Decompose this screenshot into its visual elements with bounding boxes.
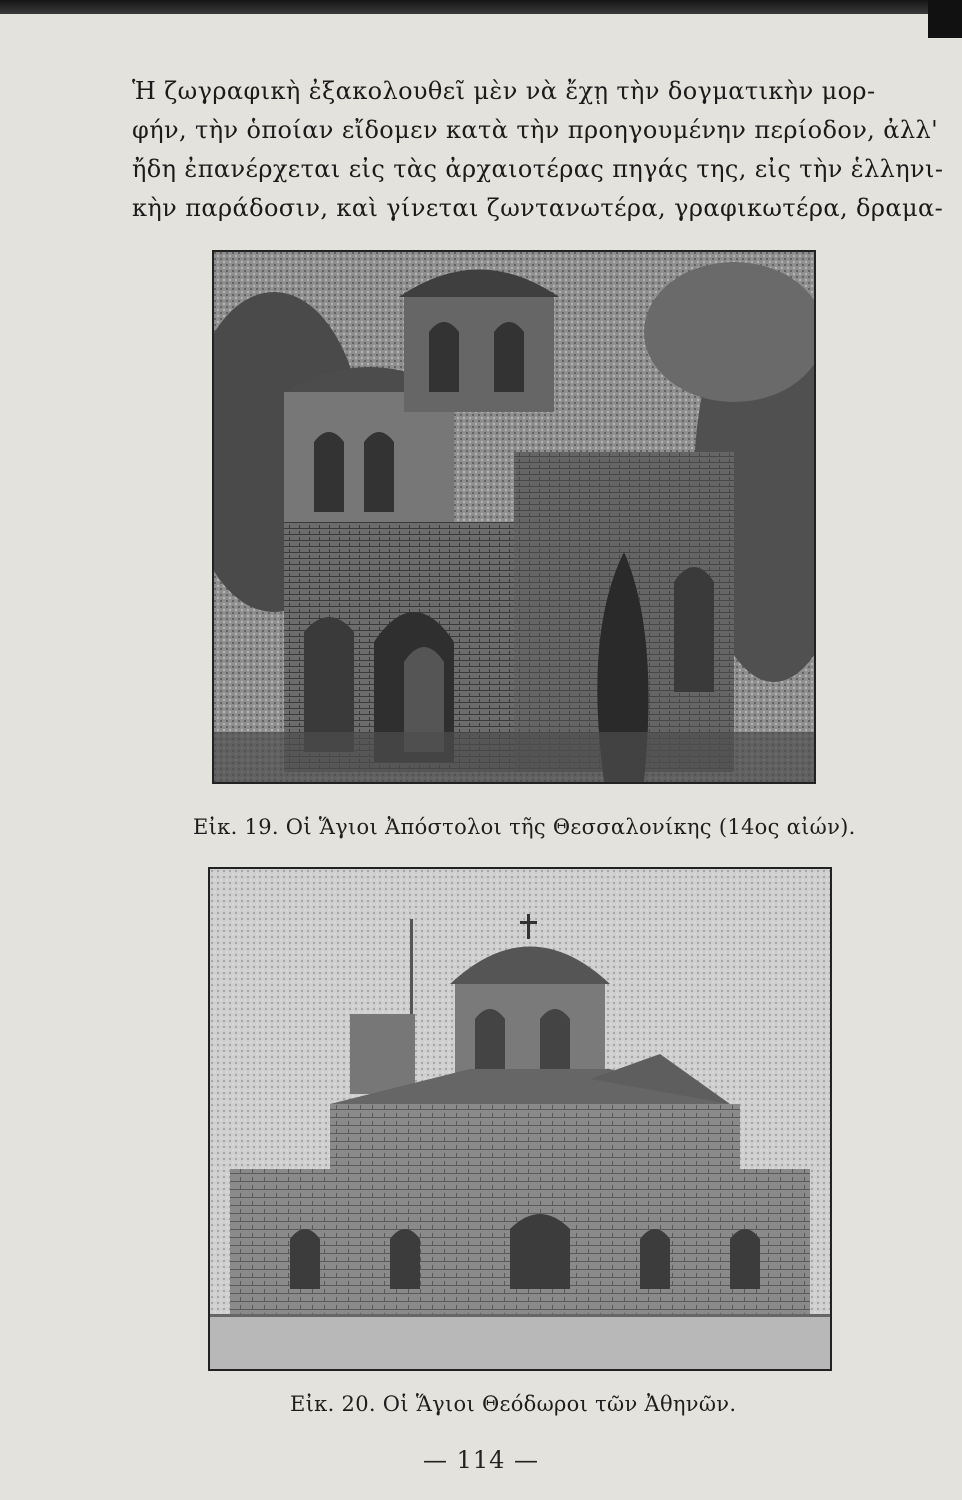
body-line: κὴν παράδοσιν, καὶ γίνεται ζωντανωτέρα, γραφικωτέρα, δραμα- bbox=[132, 194, 944, 222]
body-line: φήν, τὴν ὁποίαν εἴδομεν κατὰ τὴν προηγουμένην περίοδον, ἀλλ' bbox=[132, 116, 939, 144]
figure-caption-19: Εἰκ. 19. Οἱ Ἅγιοι Ἀπόστολοι τῆς Θεσσαλονίκης (14ος αἰών). bbox=[193, 815, 856, 839]
scan-edge-corner bbox=[928, 0, 962, 38]
body-line: ἤδη ἐπανέρχεται εἰς τὰς ἀρχαιοτέρας πηγάς της, εἰς τὴν ἑλληνι- bbox=[132, 155, 944, 183]
figure-caption-20: Εἰκ. 20. Οἱ Ἅγιοι Θεόδωροι τῶν Ἀθηνῶν. bbox=[290, 1392, 737, 1416]
scan-edge-top bbox=[0, 0, 962, 14]
church-photo-holy-apostles bbox=[212, 250, 816, 784]
church-photo-saints-theodores bbox=[208, 867, 832, 1371]
body-paragraph bbox=[132, 72, 944, 228]
page-number: — 114 — bbox=[422, 1446, 540, 1474]
body-line: Ἡ ζωγραφικὴ ἐξακολουθεῖ μὲν νὰ ἔχῃ τὴν δογματικὴν μορ- bbox=[132, 77, 876, 105]
